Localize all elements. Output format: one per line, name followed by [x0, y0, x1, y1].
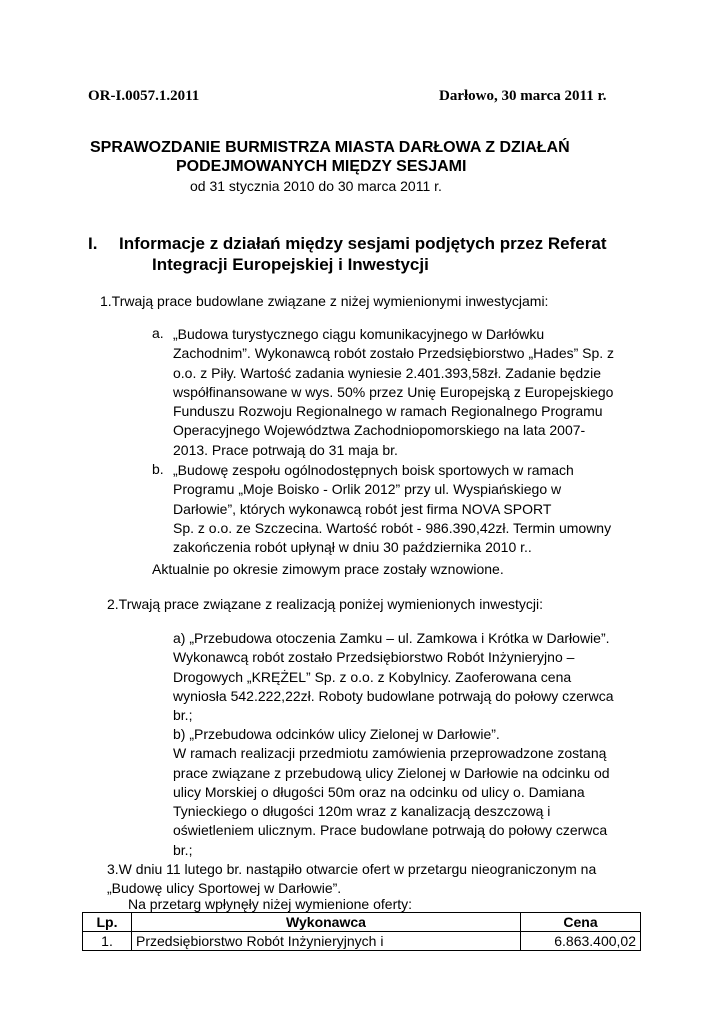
point2-item-a	[173, 629, 613, 725]
cell-price: 6.863.400,02	[521, 932, 641, 951]
paragraph-line: współfinansowane w wys. 50% przez Unię Europejską z Europejskiego	[173, 383, 614, 400]
report-title-line2: PODEJMOWANYCH MIĘDZY SESJAMI	[176, 158, 467, 175]
column-header-lp: Lp.	[83, 913, 132, 932]
section-heading-line2: Integracji Europejskiej i Inwestycji	[152, 255, 429, 274]
table-header-row	[83, 913, 641, 932]
paragraph-line: oświetleniem ulicznym. Prace budowlane potrwają do połowy czerwca	[173, 822, 608, 839]
paragraph-line: „Budowę zespołu ogólnodostępnych boisk sportowych w ramach	[173, 462, 574, 478]
paragraph-line: 3.W dniu 11 lutego br. nastąpiło otwarcie ofert w przetargu nieograniczonym na	[107, 861, 597, 877]
paragraph-line: „Budowa turystycznego ciągu komunikacyjnego w Darłówku	[173, 326, 545, 342]
paragraph-line: Zachodnim”. Wykonawcą robót zostało Przedsiębiorstwo „Hades” Sp. z	[173, 345, 615, 362]
paragraph-line: Wykonawcą robót zostało Przedsiębiorstwo Robót Inżynieryjno –	[173, 649, 575, 666]
paragraph-line: a) „Przebudowa otoczenia Zamku – ul. Zamkowa i Krótka w Darłowie”.	[173, 630, 610, 646]
paragraph-line: o.o. z Piły. Wartość zadania wyniesie 2.401.393,58zł. Zadanie będzie	[173, 364, 602, 381]
item-a-text	[173, 325, 614, 460]
paragraph-line: Drogowych „KRĘŻEL” Sp. z o.o. z Kobylnicy. Zaoferowana cena	[173, 668, 572, 685]
paragraph-line: prace związane z przebudową ulicy Zielonej w Darłowie na odcinku od	[173, 764, 610, 781]
column-header-contractor: Wykonawca	[132, 913, 521, 932]
paragraph-line: br.;	[173, 707, 193, 724]
paragraph-line: Darłowie”, których wykonawcą robót jest firma NOVA SPORT	[173, 500, 552, 517]
document-reference: OR-I.0057.1.2011	[88, 88, 200, 104]
point1-intro: 1.Trwają prace budowlane związane z niżej wymienionymi inwestycjami:	[100, 293, 549, 309]
document-date: Darłowo, 30 marca 2011 r.	[439, 88, 607, 104]
item-b-text	[173, 461, 611, 557]
paragraph-line: Operacyjnego Województwa Zachodniopomorskiego na lata 2007-	[173, 422, 586, 439]
item-a-marker: a.	[152, 325, 164, 341]
report-period: od 31 stycznia 2010 do 30 marca 2011 r.	[190, 178, 442, 194]
offers-intro: Na przetarg wpłynęły niżej wymienione oferty:	[128, 896, 413, 912]
report-title-line1: SPRAWOZDANIE BURMISTRZA MIASTA DARŁOWA Z DZIAŁAŃ	[90, 139, 570, 156]
paragraph-line: 2013. Prace potrwają do 31 maja br.	[173, 441, 398, 458]
paragraph-line: wyniosła 542.222,22zł. Roboty budowlane potrwają do połowy czerwca	[173, 687, 614, 704]
column-header-price: Cena	[521, 913, 641, 932]
section-number: I.	[88, 234, 98, 253]
point3-text	[107, 860, 596, 899]
cell-contractor: Przedsiębiorstwo Robót Inżynieryjnych i	[132, 932, 521, 951]
paragraph-line: Tynieckiego o długości 120m wraz z kanalizacją deszczową i	[173, 803, 551, 820]
paragraph-line: W ramach realizacji przedmiotu zamówienia przeprowadzone zostaną	[173, 745, 607, 762]
table-row	[83, 932, 641, 951]
paragraph-line: Sp. z o.o. ze Szczecina. Wartość robót - 986.390,42zł. Termin umowny	[173, 519, 612, 536]
point1-note: Aktualnie po okresie zimowym prace zostały wznowione.	[152, 561, 504, 577]
point2-intro: 2.Trwają prace związane z realizacją poniżej wymienionych inwestycji:	[107, 596, 543, 612]
paragraph-line: „Budowę ulicy Sportowej w Darłowie”.	[107, 880, 342, 897]
offers-table	[82, 912, 641, 951]
paragraph-line: Funduszu Rozwoju Regionalnego w ramach Regionalnego Programu	[173, 403, 603, 420]
paragraph-line: Programu „Moje Boisko - Orlik 2012” przy ul. Wyspiańskiego w	[173, 481, 562, 498]
paragraph-line: br.;	[173, 841, 193, 858]
paragraph-line: b) „Przebudowa odcinków ulicy Zielonej w Darłowie”.	[173, 726, 500, 742]
point2-item-b	[173, 725, 610, 860]
item-b-marker: b.	[152, 461, 164, 477]
cell-lp: 1.	[83, 932, 132, 951]
paragraph-line: ulicy Morskiej o długości 50m oraz na odcinku od ulicy o. Damiana	[173, 783, 585, 800]
section-heading-line1: Informacje z działań między sesjami podjętych przez Referat	[119, 234, 607, 253]
paragraph-line: zakończenia robót upłynął w dniu 30 października 2010 r..	[173, 539, 532, 556]
